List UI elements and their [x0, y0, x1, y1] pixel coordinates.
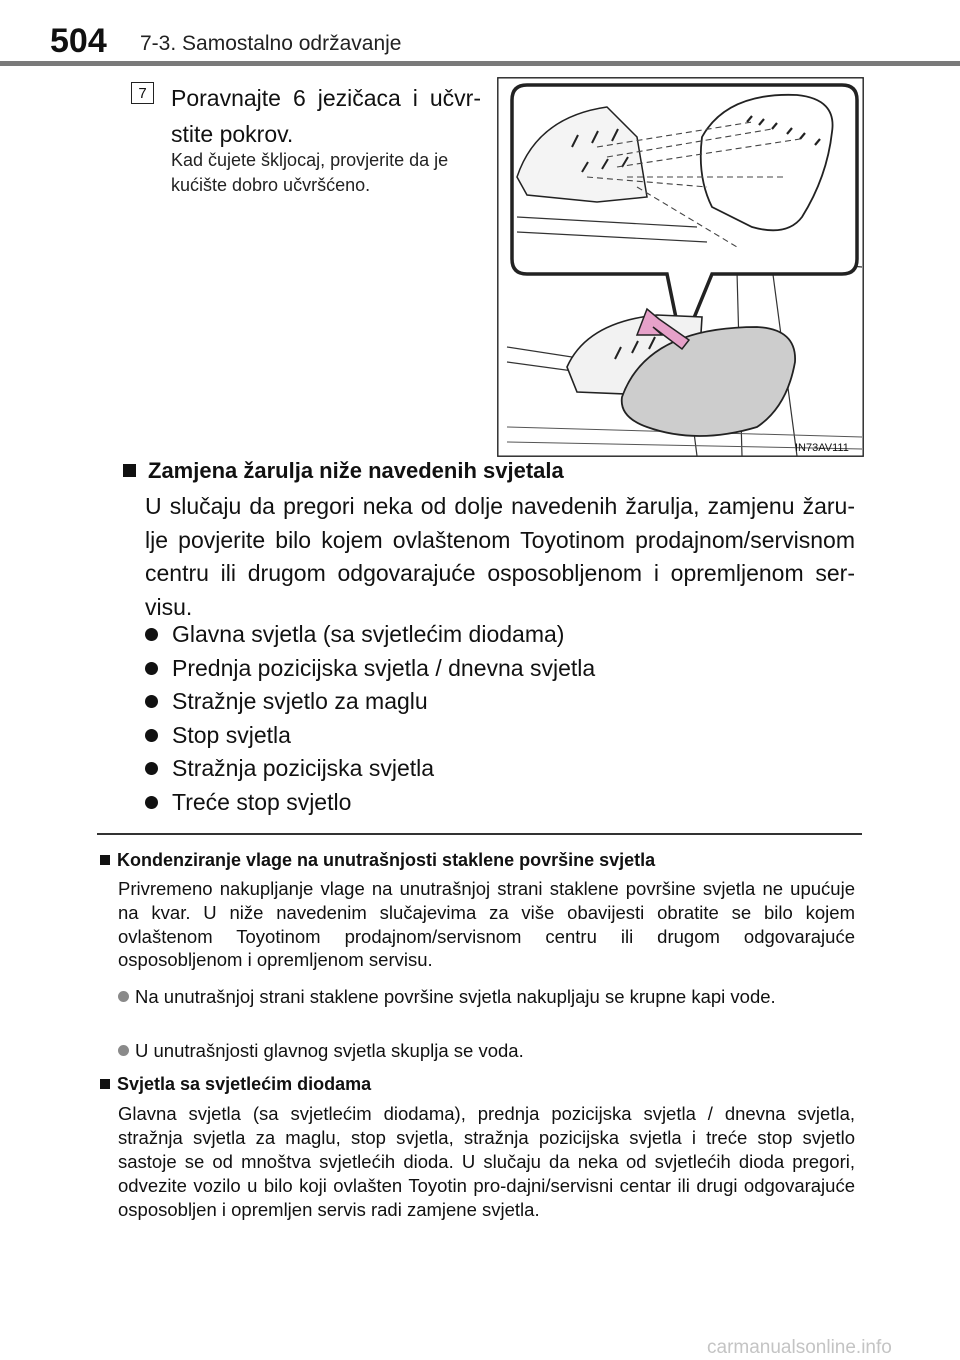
- section-title: 7-3. Samostalno održavanje: [140, 32, 402, 55]
- bullet-dot-icon: [145, 796, 158, 809]
- bulb-replacement-paragraph: U slučaju da pregori neka od dolje navedenih žarulja, zamjenu žaru-lje povjerite bilo kojem ovlaštenom Toyotinom prodajnom/servisnom centru ili drugom odgovarajuće osposobljenom i opremljenom ser-visu.: [145, 493, 855, 620]
- watermark: carmanualsonline.info: [707, 1337, 892, 1358]
- list-item: Prednja pozicijska svjetla / dnevna svjetla: [145, 652, 845, 686]
- heading-text: Zamjena žarulja niže navedenih svjetala: [148, 458, 564, 483]
- illustration-code: IN73AV111: [795, 442, 849, 454]
- list-item: Stražnje svjetlo za maglu: [145, 685, 845, 719]
- square-bullet-icon: [100, 1079, 110, 1089]
- heading-text: Kondenziranje vlage na unutrašnjosti staklene površine svjetla: [117, 850, 656, 870]
- header-rule: [0, 61, 960, 66]
- bullet-dot-icon: [145, 695, 158, 708]
- list-item: Treće stop svjetlo: [145, 786, 845, 820]
- grey-bullet-icon: [118, 1045, 129, 1056]
- section-heading-led-lights: [100, 1074, 371, 1095]
- bullet-dot-icon: [145, 729, 158, 742]
- square-bullet-icon: [123, 464, 136, 477]
- condensation-note: Na unutrašnjoj strani staklene površine svjetla nakupljaju se krupne kapi vode.: [135, 986, 776, 1007]
- bullet-dot-icon: [145, 662, 158, 675]
- light-list: [145, 618, 845, 819]
- bullet-dot-icon: [145, 628, 158, 641]
- step-number-badge: 7: [131, 82, 154, 104]
- section-heading-condensation: [100, 850, 655, 871]
- led-lights-paragraph: Glavna svjetla (sa svjetlećim diodama), prednja pozicijska svjetla / dnevna svjetla, stražnja svjetla za maglu, stop svjetla, stražnja pozicijska svjetla i treće stop svjetlo sastoje se od mnoštva svjetlećih dioda. U slučaju da neka od svjetlećih dioda pregori, odvezite vozilo u bilo koji ovlašten Toyotin pro-dajni/servisni centar ili drugi odgovarajuće osposobljen i opremljen servis radi zamjene svjetla.: [118, 1103, 855, 1220]
- step-instruction: Poravnajte 6 jezičaca i učvr-stite pokrov.: [171, 85, 481, 147]
- section-heading-bulb-replacement: [123, 458, 564, 484]
- step-note: Kad čujete škljocaj, provjerite da je kućište dobro učvršćeno.: [171, 150, 449, 195]
- section-divider: [97, 833, 862, 835]
- list-item: Stop svjetla: [145, 719, 845, 753]
- mirror-cover-illustration: [497, 77, 864, 457]
- square-bullet-icon: [100, 855, 110, 865]
- bullet-dot-icon: [145, 762, 158, 775]
- heading-text: Svjetla sa svjetlećim diodama: [117, 1074, 372, 1094]
- list-item: Glavna svjetla (sa svjetlećim diodama): [145, 618, 845, 652]
- grey-bullet-icon: [118, 991, 129, 1002]
- condensation-note: U unutrašnjosti glavnog svjetla skuplja se voda.: [135, 1040, 524, 1061]
- page-number: 504: [50, 22, 107, 60]
- condensation-paragraph: Privremeno nakupljanje vlage na unutrašnjoj strani staklene površine svjetla ne upućuje na kvar. U niže navedenim slučajevima za više obavijesti obratite se bilo kojem ovlaštenom Toyotinom prodajnom/servisnom centru ili drugom odgovarajuće osposobljenom i opremljenom servisu.: [118, 878, 855, 971]
- list-item: Stražnja pozicijska svjetla: [145, 752, 845, 786]
